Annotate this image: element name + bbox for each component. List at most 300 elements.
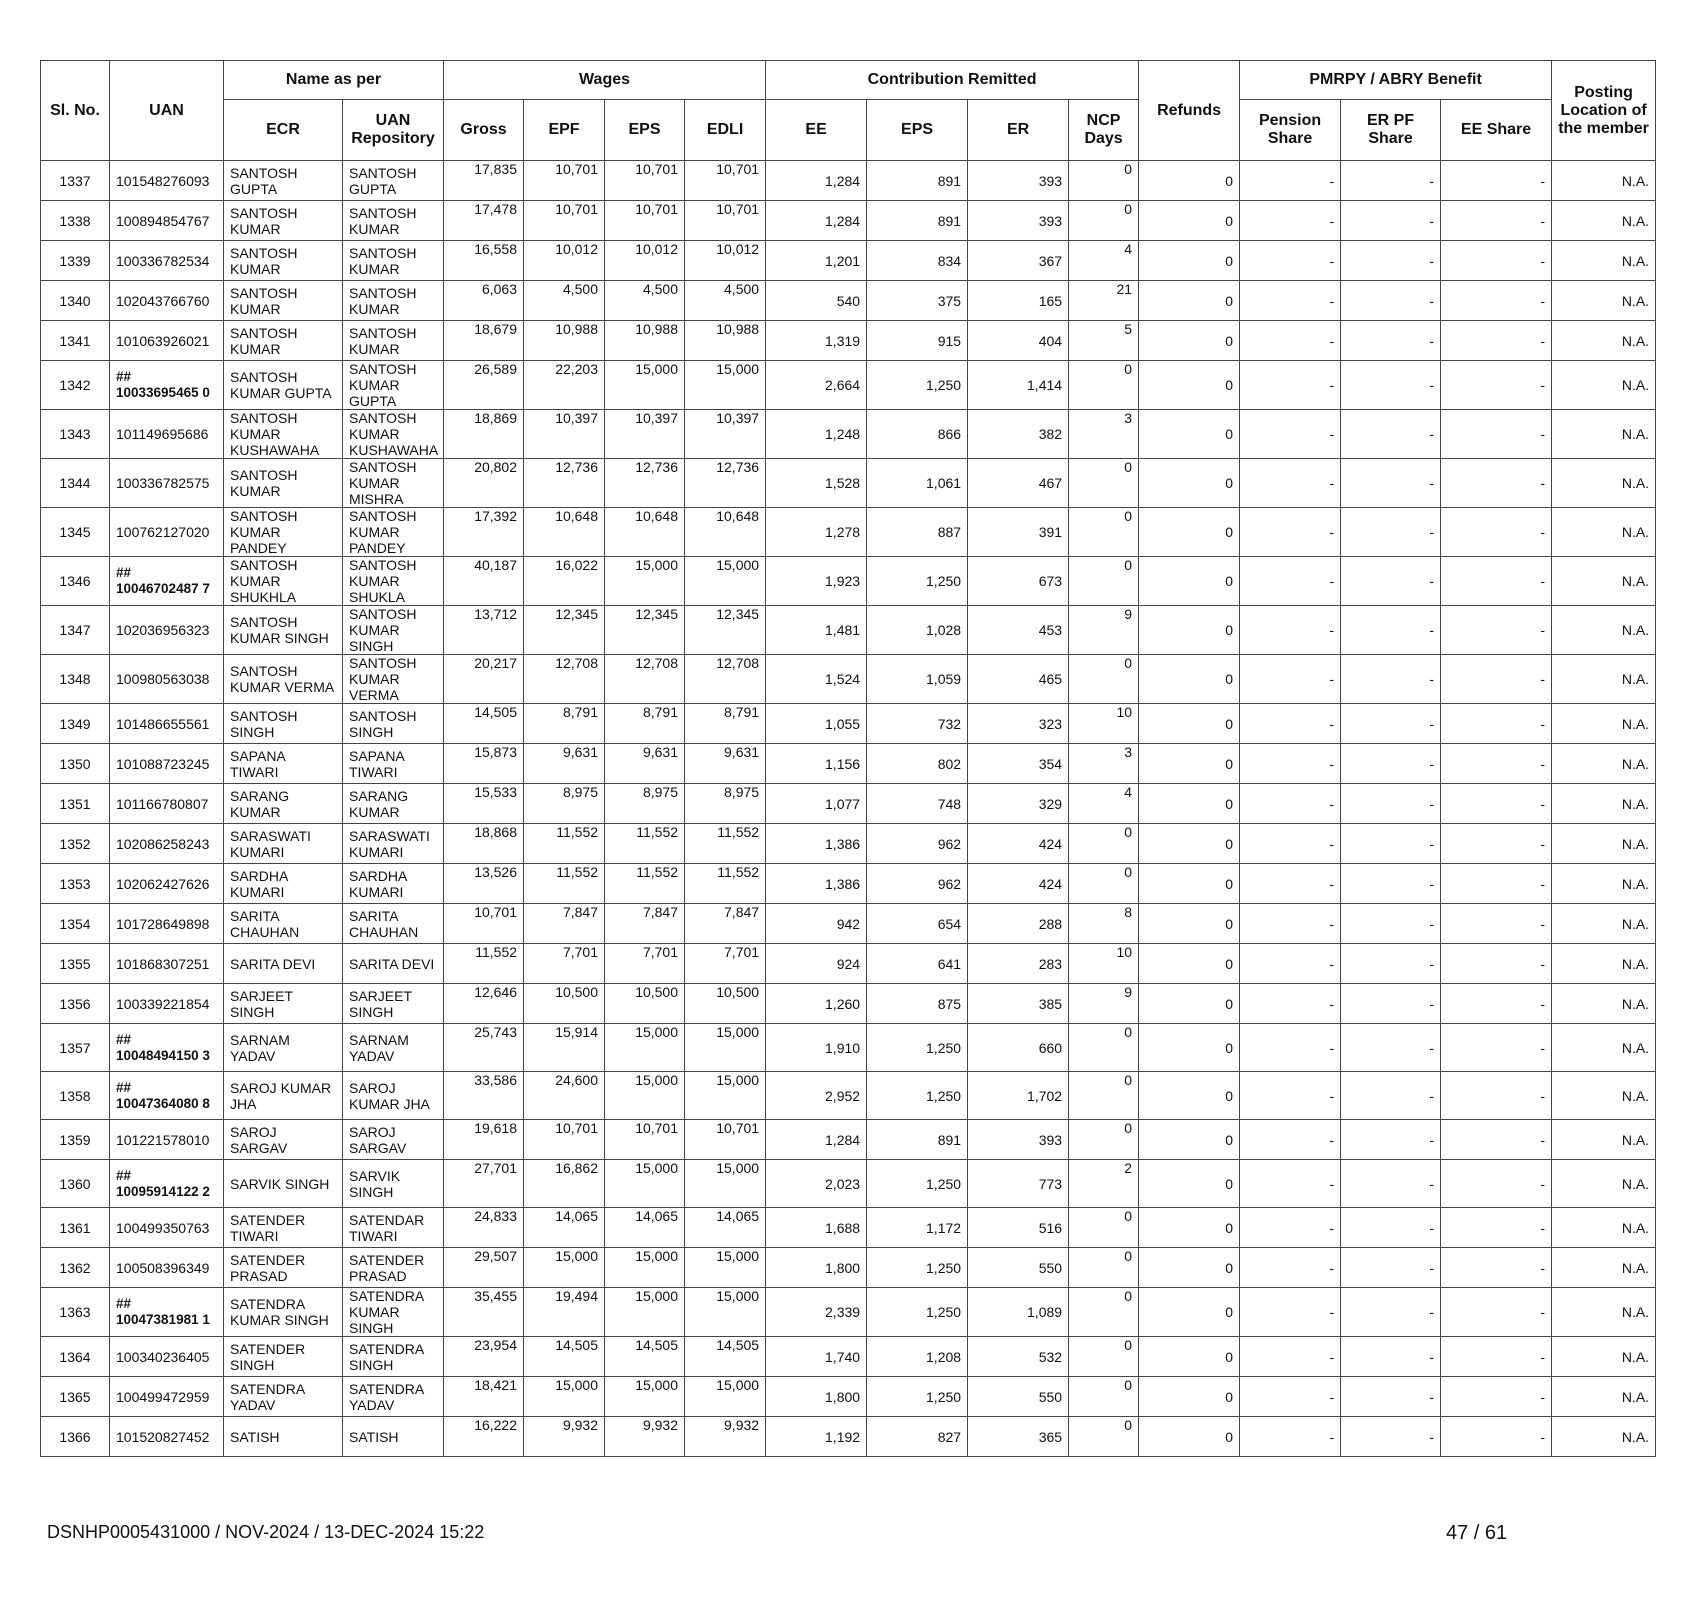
eps-contribution-cell: 891 bbox=[867, 201, 968, 241]
eps-contribution-cell: 891 bbox=[867, 1120, 968, 1160]
pension-share-cell: - bbox=[1240, 410, 1341, 459]
epf-wages-cell: 7,701 bbox=[524, 944, 605, 984]
eps-wages-cell: 11,552 bbox=[605, 864, 685, 904]
pension-share-cell: - bbox=[1240, 944, 1341, 984]
er-pf-share-cell: - bbox=[1341, 1337, 1441, 1377]
er-pf-share-cell: - bbox=[1341, 1208, 1441, 1248]
eps-contribution-cell: 962 bbox=[867, 864, 968, 904]
pension-share-cell: - bbox=[1240, 1024, 1341, 1072]
edli-wages-cell: 15,000 bbox=[685, 1072, 766, 1120]
sl-no-cell: 1358 bbox=[41, 1072, 110, 1120]
sl-no-cell: 1351 bbox=[41, 784, 110, 824]
gross-wages-cell: 15,873 bbox=[444, 744, 524, 784]
eps-wages-cell: 15,000 bbox=[605, 1377, 685, 1417]
ee-share-cell: - bbox=[1441, 361, 1552, 410]
footer-page-number: 47 / 61 bbox=[1446, 1522, 1508, 1544]
uan-cell: 101486655561 bbox=[110, 704, 224, 744]
er-pf-share-cell: - bbox=[1341, 655, 1441, 704]
ncp-days-cell: 0 bbox=[1069, 1208, 1139, 1248]
sl-no-cell: 1337 bbox=[41, 161, 110, 201]
uan-repository-name-cell: SANTOSH KUMAR bbox=[343, 201, 444, 241]
uan-cell: 101548276093 bbox=[110, 161, 224, 201]
ecr-name-cell: SATENDRA YADAV bbox=[224, 1377, 343, 1417]
sl-no-cell: 1350 bbox=[41, 744, 110, 784]
ee-share-cell: - bbox=[1441, 784, 1552, 824]
ee-contribution-cell: 540 bbox=[766, 281, 867, 321]
uan-cell: 102043766760 bbox=[110, 281, 224, 321]
table-row bbox=[41, 241, 1656, 281]
pension-share-cell: - bbox=[1240, 1208, 1341, 1248]
gross-wages-cell: 16,558 bbox=[444, 241, 524, 281]
eps-wages-cell: 15,000 bbox=[605, 361, 685, 410]
eps-contribution-cell: 1,250 bbox=[867, 1160, 968, 1208]
er-contribution-cell: 283 bbox=[968, 944, 1069, 984]
posting-location-cell: N.A. bbox=[1552, 1120, 1656, 1160]
posting-location-cell: N.A. bbox=[1552, 944, 1656, 984]
eps-contribution-cell: 834 bbox=[867, 241, 968, 281]
table-row bbox=[41, 161, 1656, 201]
refunds-cell: 0 bbox=[1139, 606, 1240, 655]
pension-share-cell: - bbox=[1240, 655, 1341, 704]
edli-wages-cell: 10,397 bbox=[685, 410, 766, 459]
uan-repository-name-cell: SANTOSH KUMAR MISHRA bbox=[343, 459, 444, 508]
table-row bbox=[41, 281, 1656, 321]
ncp-days-cell: 4 bbox=[1069, 784, 1139, 824]
gross-wages-cell: 18,869 bbox=[444, 410, 524, 459]
refunds-cell: 0 bbox=[1139, 864, 1240, 904]
ecr-name-cell: SARITA CHAUHAN bbox=[224, 904, 343, 944]
uan-cell: 101868307251 bbox=[110, 944, 224, 984]
refunds-cell: 0 bbox=[1139, 241, 1240, 281]
ecr-name-cell: SARVIK SINGH bbox=[224, 1160, 343, 1208]
ee-contribution-cell: 2,023 bbox=[766, 1160, 867, 1208]
refunds-cell: 0 bbox=[1139, 744, 1240, 784]
ee-contribution-cell: 1,284 bbox=[766, 161, 867, 201]
pension-share-cell: - bbox=[1240, 508, 1341, 557]
ecr-name-cell: SARDHA KUMARI bbox=[224, 864, 343, 904]
gross-wages-cell: 11,552 bbox=[444, 944, 524, 984]
epf-wages-cell: 16,862 bbox=[524, 1160, 605, 1208]
pension-share-cell: - bbox=[1240, 1377, 1341, 1417]
refunds-cell: 0 bbox=[1139, 557, 1240, 606]
eps-wages-cell: 15,000 bbox=[605, 1072, 685, 1120]
er-pf-share-cell: - bbox=[1341, 1288, 1441, 1337]
eps-contribution-cell: 748 bbox=[867, 784, 968, 824]
epf-wages-cell: 7,847 bbox=[524, 904, 605, 944]
pension-share-cell: - bbox=[1240, 281, 1341, 321]
table-row bbox=[41, 744, 1656, 784]
posting-location-cell: N.A. bbox=[1552, 1072, 1656, 1120]
uan-repository-name-cell: SANTOSH KUMAR PANDEY bbox=[343, 508, 444, 557]
ncp-days-cell: 0 bbox=[1069, 1024, 1139, 1072]
ncp-days-cell: 0 bbox=[1069, 161, 1139, 201]
ee-share-cell: - bbox=[1441, 241, 1552, 281]
table-row bbox=[41, 557, 1656, 606]
ee-contribution-cell: 1,800 bbox=[766, 1377, 867, 1417]
header-eps: EPS bbox=[605, 100, 685, 161]
uan-repository-name-cell: SATENDAR TIWARI bbox=[343, 1208, 444, 1248]
eps-wages-cell: 8,975 bbox=[605, 784, 685, 824]
gross-wages-cell: 12,646 bbox=[444, 984, 524, 1024]
er-pf-share-cell: - bbox=[1341, 1072, 1441, 1120]
header-edli: EDLI bbox=[685, 100, 766, 161]
table-row bbox=[41, 1024, 1656, 1072]
uan-cell: 101221578010 bbox=[110, 1120, 224, 1160]
gross-wages-cell: 13,526 bbox=[444, 864, 524, 904]
epf-wages-cell: 9,631 bbox=[524, 744, 605, 784]
pension-share-cell: - bbox=[1240, 321, 1341, 361]
er-contribution-cell: 385 bbox=[968, 984, 1069, 1024]
ncp-days-cell: 0 bbox=[1069, 1417, 1139, 1457]
eps-wages-cell: 9,631 bbox=[605, 744, 685, 784]
ecr-table bbox=[40, 60, 1656, 1457]
pension-share-cell: - bbox=[1240, 161, 1341, 201]
epf-wages-cell: 10,500 bbox=[524, 984, 605, 1024]
pension-share-cell: - bbox=[1240, 1072, 1341, 1120]
ncp-days-cell: 0 bbox=[1069, 361, 1139, 410]
ee-share-cell: - bbox=[1441, 410, 1552, 459]
edli-wages-cell: 10,701 bbox=[685, 161, 766, 201]
header-name-as-per: Name as per bbox=[224, 61, 444, 100]
er-contribution-cell: 1,702 bbox=[968, 1072, 1069, 1120]
ee-share-cell: - bbox=[1441, 864, 1552, 904]
ee-share-cell: - bbox=[1441, 704, 1552, 744]
ecr-name-cell: SARASWATI KUMARI bbox=[224, 824, 343, 864]
eps-contribution-cell: 1,250 bbox=[867, 361, 968, 410]
gross-wages-cell: 6,063 bbox=[444, 281, 524, 321]
gross-wages-cell: 23,954 bbox=[444, 1337, 524, 1377]
posting-location-cell: N.A. bbox=[1552, 864, 1656, 904]
eps-wages-cell: 15,000 bbox=[605, 1024, 685, 1072]
er-contribution-cell: 424 bbox=[968, 864, 1069, 904]
epf-wages-cell: 4,500 bbox=[524, 281, 605, 321]
refunds-cell: 0 bbox=[1139, 1024, 1240, 1072]
pension-share-cell: - bbox=[1240, 361, 1341, 410]
gross-wages-cell: 20,802 bbox=[444, 459, 524, 508]
er-contribution-cell: 393 bbox=[968, 161, 1069, 201]
epf-wages-cell: 10,397 bbox=[524, 410, 605, 459]
gross-wages-cell: 20,217 bbox=[444, 655, 524, 704]
refunds-cell: 0 bbox=[1139, 824, 1240, 864]
er-pf-share-cell: - bbox=[1341, 1377, 1441, 1417]
uan-cell: 102086258243 bbox=[110, 824, 224, 864]
ecr-name-cell: SANTOSH GUPTA bbox=[224, 161, 343, 201]
eps-contribution-cell: 654 bbox=[867, 904, 968, 944]
eps-wages-cell: 11,552 bbox=[605, 824, 685, 864]
ncp-days-cell: 0 bbox=[1069, 655, 1139, 704]
eps-contribution-cell: 891 bbox=[867, 161, 968, 201]
ee-share-cell: - bbox=[1441, 744, 1552, 784]
uan-repository-name-cell: SATENDRA SINGH bbox=[343, 1337, 444, 1377]
er-pf-share-cell: - bbox=[1341, 161, 1441, 201]
ee-contribution-cell: 1,284 bbox=[766, 1120, 867, 1160]
uan-repository-name-cell: SARNAM YADAV bbox=[343, 1024, 444, 1072]
eps-contribution-cell: 732 bbox=[867, 704, 968, 744]
eps-contribution-cell: 962 bbox=[867, 824, 968, 864]
posting-location-cell: N.A. bbox=[1552, 1024, 1656, 1072]
uan-repository-name-cell: SAPANA TIWARI bbox=[343, 744, 444, 784]
sl-no-cell: 1338 bbox=[41, 201, 110, 241]
uan-repository-name-cell: SANTOSH KUMAR bbox=[343, 241, 444, 281]
ecr-name-cell: SANTOSH SINGH bbox=[224, 704, 343, 744]
sl-no-cell: 1347 bbox=[41, 606, 110, 655]
epf-wages-cell: 10,648 bbox=[524, 508, 605, 557]
ncp-days-cell: 0 bbox=[1069, 1248, 1139, 1288]
ncp-days-cell: 0 bbox=[1069, 508, 1139, 557]
ee-contribution-cell: 1,278 bbox=[766, 508, 867, 557]
ecr-name-cell: SATENDER SINGH bbox=[224, 1337, 343, 1377]
table-row bbox=[41, 904, 1656, 944]
table-row bbox=[41, 864, 1656, 904]
eps-wages-cell: 12,736 bbox=[605, 459, 685, 508]
refunds-cell: 0 bbox=[1139, 904, 1240, 944]
uan-repository-name-cell: SANTOSH KUMAR KUSHAWAHA bbox=[343, 410, 444, 459]
header-ecr: ECR bbox=[224, 100, 343, 161]
epf-wages-cell: 12,345 bbox=[524, 606, 605, 655]
ecr-name-cell: SANTOSH KUMAR KUSHAWAHA bbox=[224, 410, 343, 459]
header-gross: Gross bbox=[444, 100, 524, 161]
pension-share-cell: - bbox=[1240, 784, 1341, 824]
epf-wages-cell: 10,701 bbox=[524, 161, 605, 201]
pension-share-cell: - bbox=[1240, 606, 1341, 655]
uan-repository-name-cell: SANTOSH KUMAR VERMA bbox=[343, 655, 444, 704]
ee-share-cell: - bbox=[1441, 201, 1552, 241]
ncp-days-cell: 0 bbox=[1069, 1337, 1139, 1377]
edli-wages-cell: 7,701 bbox=[685, 944, 766, 984]
ee-contribution-cell: 924 bbox=[766, 944, 867, 984]
er-contribution-cell: 391 bbox=[968, 508, 1069, 557]
pension-share-cell: - bbox=[1240, 904, 1341, 944]
edli-wages-cell: 8,975 bbox=[685, 784, 766, 824]
pension-share-cell: - bbox=[1240, 201, 1341, 241]
er-contribution-cell: 288 bbox=[968, 904, 1069, 944]
edli-wages-cell: 15,000 bbox=[685, 1288, 766, 1337]
edli-wages-cell: 9,631 bbox=[685, 744, 766, 784]
uan-cell: ## 10047364080 8 bbox=[110, 1072, 224, 1120]
pension-share-cell: - bbox=[1240, 984, 1341, 1024]
ee-contribution-cell: 1,740 bbox=[766, 1337, 867, 1377]
ee-share-cell: - bbox=[1441, 1120, 1552, 1160]
er-contribution-cell: 673 bbox=[968, 557, 1069, 606]
sl-no-cell: 1355 bbox=[41, 944, 110, 984]
uan-cell: ## 10046702487 7 bbox=[110, 557, 224, 606]
uan-cell: 100336782575 bbox=[110, 459, 224, 508]
eps-contribution-cell: 1,250 bbox=[867, 1288, 968, 1337]
uan-cell: 100980563038 bbox=[110, 655, 224, 704]
er-pf-share-cell: - bbox=[1341, 557, 1441, 606]
ncp-days-cell: 21 bbox=[1069, 281, 1139, 321]
refunds-cell: 0 bbox=[1139, 1120, 1240, 1160]
sl-no-cell: 1365 bbox=[41, 1377, 110, 1417]
ncp-days-cell: 0 bbox=[1069, 557, 1139, 606]
sl-no-cell: 1348 bbox=[41, 655, 110, 704]
posting-location-cell: N.A. bbox=[1552, 1288, 1656, 1337]
ecr-name-cell: SANTOSH KUMAR VERMA bbox=[224, 655, 343, 704]
pension-share-cell: - bbox=[1240, 241, 1341, 281]
sl-no-cell: 1360 bbox=[41, 1160, 110, 1208]
ecr-name-cell: SANTOSH KUMAR bbox=[224, 459, 343, 508]
ncp-days-cell: 0 bbox=[1069, 1072, 1139, 1120]
ee-contribution-cell: 1,260 bbox=[766, 984, 867, 1024]
eps-wages-cell: 15,000 bbox=[605, 557, 685, 606]
uan-repository-name-cell: SANTOSH KUMAR bbox=[343, 281, 444, 321]
eps-contribution-cell: 887 bbox=[867, 508, 968, 557]
gross-wages-cell: 19,618 bbox=[444, 1120, 524, 1160]
posting-location-cell: N.A. bbox=[1552, 361, 1656, 410]
gross-wages-cell: 17,392 bbox=[444, 508, 524, 557]
gross-wages-cell: 14,505 bbox=[444, 704, 524, 744]
eps-wages-cell: 7,847 bbox=[605, 904, 685, 944]
table-row bbox=[41, 361, 1656, 410]
epf-wages-cell: 8,975 bbox=[524, 784, 605, 824]
refunds-cell: 0 bbox=[1139, 784, 1240, 824]
sl-no-cell: 1357 bbox=[41, 1024, 110, 1072]
er-contribution-cell: 532 bbox=[968, 1337, 1069, 1377]
posting-location-cell: N.A. bbox=[1552, 744, 1656, 784]
gross-wages-cell: 10,701 bbox=[444, 904, 524, 944]
ee-share-cell: - bbox=[1441, 321, 1552, 361]
pension-share-cell: - bbox=[1240, 864, 1341, 904]
refunds-cell: 0 bbox=[1139, 410, 1240, 459]
er-pf-share-cell: - bbox=[1341, 944, 1441, 984]
pension-share-cell: - bbox=[1240, 704, 1341, 744]
posting-location-cell: N.A. bbox=[1552, 704, 1656, 744]
posting-location-cell: N.A. bbox=[1552, 824, 1656, 864]
er-contribution-cell: 467 bbox=[968, 459, 1069, 508]
gross-wages-cell: 18,421 bbox=[444, 1377, 524, 1417]
epf-wages-cell: 10,012 bbox=[524, 241, 605, 281]
ee-contribution-cell: 1,923 bbox=[766, 557, 867, 606]
posting-location-cell: N.A. bbox=[1552, 1208, 1656, 1248]
edli-wages-cell: 12,736 bbox=[685, 459, 766, 508]
ee-contribution-cell: 1,055 bbox=[766, 704, 867, 744]
er-contribution-cell: 773 bbox=[968, 1160, 1069, 1208]
table-row bbox=[41, 984, 1656, 1024]
gross-wages-cell: 18,679 bbox=[444, 321, 524, 361]
eps-contribution-cell: 1,250 bbox=[867, 1024, 968, 1072]
refunds-cell: 0 bbox=[1139, 1248, 1240, 1288]
er-pf-share-cell: - bbox=[1341, 201, 1441, 241]
gross-wages-cell: 27,701 bbox=[444, 1160, 524, 1208]
pension-share-cell: - bbox=[1240, 824, 1341, 864]
eps-wages-cell: 10,500 bbox=[605, 984, 685, 1024]
ecr-name-cell: SANTOSH KUMAR SINGH bbox=[224, 606, 343, 655]
sl-no-cell: 1353 bbox=[41, 864, 110, 904]
table-row bbox=[41, 704, 1656, 744]
header-ee-share: EE Share bbox=[1441, 100, 1552, 161]
sl-no-cell: 1339 bbox=[41, 241, 110, 281]
sl-no-cell: 1356 bbox=[41, 984, 110, 1024]
eps-contribution-cell: 1,250 bbox=[867, 1072, 968, 1120]
eps-contribution-cell: 1,250 bbox=[867, 1377, 968, 1417]
ncp-days-cell: 0 bbox=[1069, 864, 1139, 904]
ecr-name-cell: SAPANA TIWARI bbox=[224, 744, 343, 784]
ncp-days-cell: 10 bbox=[1069, 944, 1139, 984]
uan-cell: 100499472959 bbox=[110, 1377, 224, 1417]
er-pf-share-cell: - bbox=[1341, 784, 1441, 824]
er-pf-share-cell: - bbox=[1341, 904, 1441, 944]
eps-contribution-cell: 1,028 bbox=[867, 606, 968, 655]
ee-share-cell: - bbox=[1441, 944, 1552, 984]
uan-repository-name-cell: SANTOSH KUMAR bbox=[343, 321, 444, 361]
gross-wages-cell: 17,835 bbox=[444, 161, 524, 201]
header-uan-repository: UAN Repository bbox=[343, 100, 444, 161]
posting-location-cell: N.A. bbox=[1552, 1160, 1656, 1208]
uan-repository-name-cell: SARASWATI KUMARI bbox=[343, 824, 444, 864]
edli-wages-cell: 15,000 bbox=[685, 1377, 766, 1417]
eps-wages-cell: 9,932 bbox=[605, 1417, 685, 1457]
er-contribution-cell: 367 bbox=[968, 241, 1069, 281]
uan-cell: 101520827452 bbox=[110, 1417, 224, 1457]
ee-share-cell: - bbox=[1441, 1248, 1552, 1288]
ncp-days-cell: 0 bbox=[1069, 459, 1139, 508]
gross-wages-cell: 15,533 bbox=[444, 784, 524, 824]
eps-contribution-cell: 1,208 bbox=[867, 1337, 968, 1377]
ecr-name-cell: SATENDER TIWARI bbox=[224, 1208, 343, 1248]
edli-wages-cell: 15,000 bbox=[685, 1248, 766, 1288]
ee-contribution-cell: 2,952 bbox=[766, 1072, 867, 1120]
gross-wages-cell: 13,712 bbox=[444, 606, 524, 655]
pension-share-cell: - bbox=[1240, 557, 1341, 606]
uan-repository-name-cell: SATISH bbox=[343, 1417, 444, 1457]
ee-share-cell: - bbox=[1441, 557, 1552, 606]
er-contribution-cell: 165 bbox=[968, 281, 1069, 321]
uan-cell: 100894854767 bbox=[110, 201, 224, 241]
eps-contribution-cell: 1,172 bbox=[867, 1208, 968, 1248]
ncp-days-cell: 10 bbox=[1069, 704, 1139, 744]
eps-wages-cell: 10,012 bbox=[605, 241, 685, 281]
ncp-days-cell: 9 bbox=[1069, 606, 1139, 655]
table-row bbox=[41, 1120, 1656, 1160]
er-pf-share-cell: - bbox=[1341, 744, 1441, 784]
er-contribution-cell: 453 bbox=[968, 606, 1069, 655]
uan-cell: 101088723245 bbox=[110, 744, 224, 784]
sl-no-cell: 1345 bbox=[41, 508, 110, 557]
epf-wages-cell: 9,932 bbox=[524, 1417, 605, 1457]
refunds-cell: 0 bbox=[1139, 1377, 1240, 1417]
eps-wages-cell: 15,000 bbox=[605, 1288, 685, 1337]
epf-wages-cell: 12,736 bbox=[524, 459, 605, 508]
sl-no-cell: 1361 bbox=[41, 1208, 110, 1248]
ee-contribution-cell: 1,077 bbox=[766, 784, 867, 824]
refunds-cell: 0 bbox=[1139, 1160, 1240, 1208]
edli-wages-cell: 12,708 bbox=[685, 655, 766, 704]
edli-wages-cell: 7,847 bbox=[685, 904, 766, 944]
sl-no-cell: 1341 bbox=[41, 321, 110, 361]
refunds-cell: 0 bbox=[1139, 321, 1240, 361]
eps-contribution-cell: 802 bbox=[867, 744, 968, 784]
posting-location-cell: N.A. bbox=[1552, 984, 1656, 1024]
ncp-days-cell: 5 bbox=[1069, 321, 1139, 361]
ncp-days-cell: 0 bbox=[1069, 201, 1139, 241]
er-contribution-cell: 1,089 bbox=[968, 1288, 1069, 1337]
ncp-days-cell: 9 bbox=[1069, 984, 1139, 1024]
gross-wages-cell: 25,743 bbox=[444, 1024, 524, 1072]
uan-repository-name-cell: SARDHA KUMARI bbox=[343, 864, 444, 904]
sl-no-cell: 1366 bbox=[41, 1417, 110, 1457]
edli-wages-cell: 15,000 bbox=[685, 557, 766, 606]
eps-contribution-cell: 866 bbox=[867, 410, 968, 459]
edli-wages-cell: 10,988 bbox=[685, 321, 766, 361]
ee-share-cell: - bbox=[1441, 1417, 1552, 1457]
er-pf-share-cell: - bbox=[1341, 1160, 1441, 1208]
er-contribution-cell: 393 bbox=[968, 201, 1069, 241]
header-contribution-eps: EPS bbox=[867, 100, 968, 161]
uan-cell: 100499350763 bbox=[110, 1208, 224, 1248]
table-row bbox=[41, 944, 1656, 984]
ncp-days-cell: 0 bbox=[1069, 1288, 1139, 1337]
eps-contribution-cell: 1,250 bbox=[867, 1248, 968, 1288]
